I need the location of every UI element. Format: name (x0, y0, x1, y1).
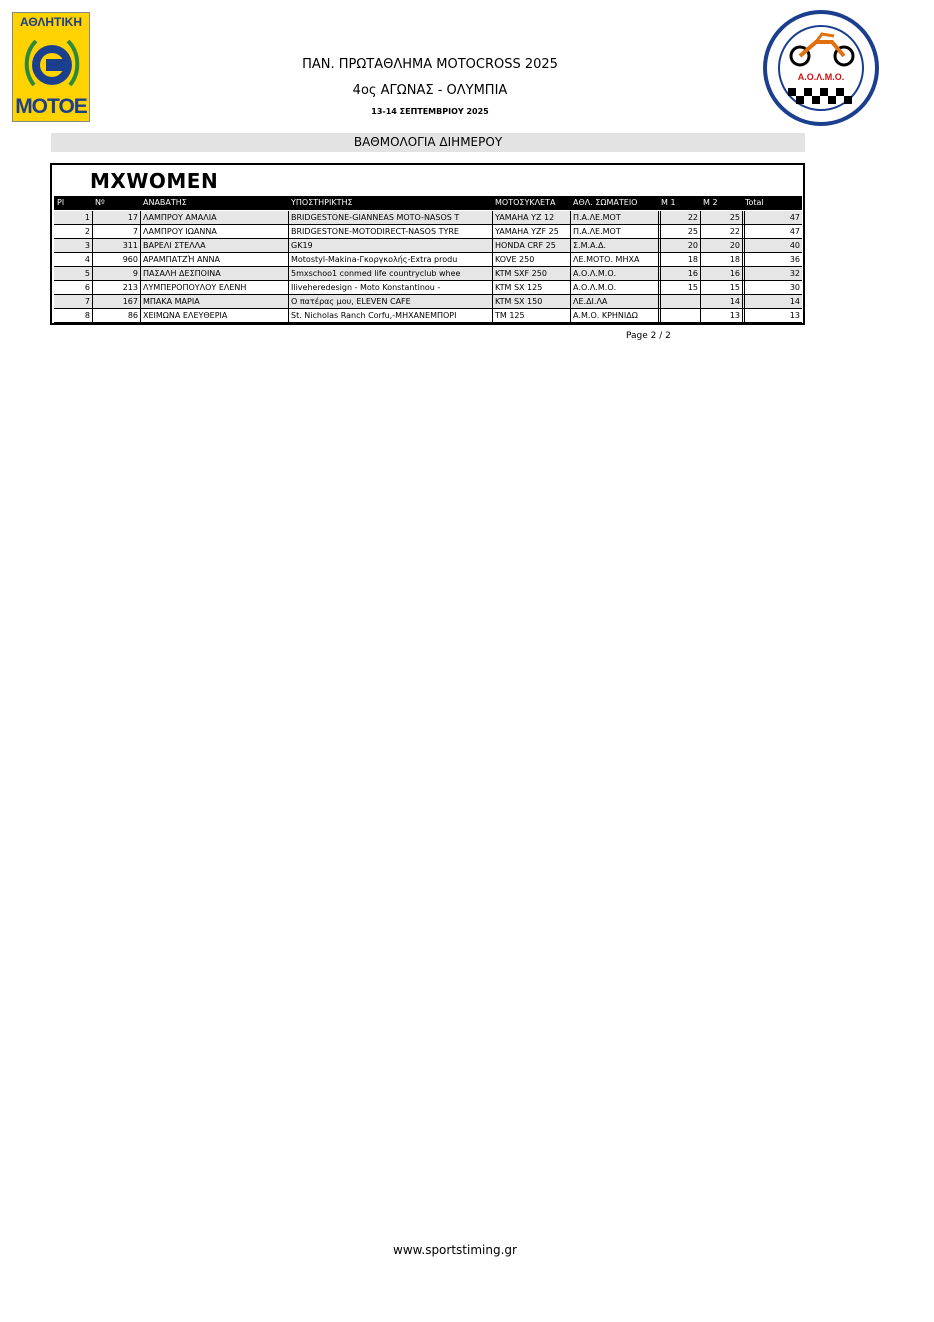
cell-sponsor: 5mxschoo1 conmed life countryclub whee (288, 267, 492, 280)
cell-moto1 (658, 309, 700, 322)
cell-total: 47 (742, 211, 802, 224)
cell-bike: KTM SX 150 (492, 295, 570, 308)
cell-number: 86 (92, 309, 140, 322)
club-logo-text: Α.Ο.Λ.Μ.Ο. (797, 72, 845, 82)
athletic-moto-logo (12, 12, 90, 122)
cell-sponsor: GK19 (288, 239, 492, 252)
cell-number: 311 (92, 239, 140, 252)
table-body (54, 211, 802, 323)
table-row (54, 211, 802, 225)
motorcycle-emblem-icon (760, 10, 882, 126)
col-header-moto1: Μ 1 (661, 198, 676, 207)
cell-bike: KOVE 250 (492, 253, 570, 266)
col-header-rider: ΑΝΑΒΑΤΗΣ (143, 198, 187, 207)
cell-total: 13 (742, 309, 802, 322)
cell-sponsor: BRIDGESTONE-MOTODIRECT-NASOS TYRE (288, 225, 492, 238)
cell-moto2: 18 (700, 253, 742, 266)
cell-place: 3 (84, 241, 90, 250)
logo-bottom-text: ΜΟΤΟΕ (15, 95, 87, 118)
cell-bike: TM 125 (492, 309, 570, 322)
cell-number: 17 (92, 211, 140, 224)
col-header-moto2: Μ 2 (703, 198, 718, 207)
cell-bike: HONDA CRF 25 (492, 239, 570, 252)
cell-sponsor: Iliveheredesign - Moto Konstantinou - (288, 281, 492, 294)
event-date: 13-14 ΣΕΠΤΕΜΒΡΙΟΥ 2025 (371, 107, 489, 116)
cell-number: 9 (92, 267, 140, 280)
table-row (54, 281, 802, 295)
class-title: MXWOMEN (90, 169, 219, 193)
col-header-club: ΑΘΛ. ΣΩΜΑΤΕΙΟ (573, 198, 638, 207)
laurel-wreath-icon (22, 33, 82, 97)
cell-club: Π.Α.ΛΕ.ΜΟΤ (570, 225, 658, 238)
table-row (54, 253, 802, 267)
cell-sponsor: St. Nicholas Ranch Corfu,-ΜΗΧΑΝΕΜΠΟΡΙ (288, 309, 492, 322)
cell-club: ΛΕ.ΜΟΤΟ. ΜΗΧΑ (570, 253, 658, 266)
col-header-place: Pl (57, 198, 65, 207)
section-title: ΒΑΘΜΟΛΟΓΙΑ ΔΙΗΜΕΡΟΥ (51, 133, 805, 152)
cell-place: 4 (84, 255, 90, 264)
cell-club: Α.Μ.Ο. ΚΡΗΝΙΔΩ (570, 309, 658, 322)
cell-rider: ΜΠΑΚΑ ΜΑΡΙΑ (140, 295, 288, 308)
cell-club: Σ.Μ.Α.Δ. (570, 239, 658, 252)
cell-moto1: 25 (658, 225, 700, 238)
cell-number: 213 (92, 281, 140, 294)
col-header-bike: ΜΟΤΟΣΥΚΛΕΤΑ (495, 198, 556, 207)
cell-number: 960 (92, 253, 140, 266)
cell-bike: YAMAHA YZ 12 (492, 211, 570, 224)
cell-club: Π.Α.ΛΕ.ΜΟΤ (570, 211, 658, 224)
results-table (50, 163, 805, 325)
aolmo-club-logo (760, 10, 882, 126)
cell-rider: ΛΑΜΠΡΟΥ ΙΩΑΝΝΑ (140, 225, 288, 238)
cell-place: 6 (84, 283, 90, 292)
cell-total: 36 (742, 253, 802, 266)
cell-moto2: 13 (700, 309, 742, 322)
cell-total: 32 (742, 267, 802, 280)
cell-sponsor: BRIDGESTONE-GIANNEAS MOTO-NASOS T (288, 211, 492, 224)
cell-moto1 (658, 295, 700, 308)
cell-place: 5 (84, 269, 90, 278)
footer-website: www.sportstiming.gr (393, 1243, 517, 1257)
cell-moto1: 16 (658, 267, 700, 280)
table-row (54, 239, 802, 253)
cell-sponsor: Motostyl-Makina-Γκοργκολής-Extra produ (288, 253, 492, 266)
cell-club: ΛΕ.ΔΙ.ΛΑ (570, 295, 658, 308)
cell-bike: YAMAHA YZF 25 (492, 225, 570, 238)
cell-total: 40 (742, 239, 802, 252)
cell-club: Α.Ο.Λ.Μ.Ο. (570, 281, 658, 294)
cell-number: 167 (92, 295, 140, 308)
cell-rider: ΑΡΑΜΠΑΤΖΉ ΑΝΝΑ (140, 253, 288, 266)
round-title: 4ος ΑΓΩΝΑΣ - ΟΛΥΜΠΙΑ (352, 83, 508, 98)
cell-moto2: 14 (700, 295, 742, 308)
cell-bike: KTM SXF 250 (492, 267, 570, 280)
cell-rider: ΛΑΜΠΡΟΥ ΑΜΑΛΙΑ (140, 211, 288, 224)
cell-moto2: 20 (700, 239, 742, 252)
cell-bike: KTM SX 125 (492, 281, 570, 294)
col-header-total: Total (745, 198, 764, 207)
logo-top-text: ΑΘΛΗΤΙΚΗ (19, 15, 83, 29)
cell-place: 2 (84, 227, 90, 236)
cell-total: 14 (742, 295, 802, 308)
table-row (54, 225, 802, 239)
cell-moto2: 25 (700, 211, 742, 224)
table-row (54, 295, 802, 309)
page-number: Page 2 / 2 (626, 331, 671, 341)
cell-rider: ΧΕΙΜΩΝΑ ΕΛΕΥΘΕΡΙΑ (140, 309, 288, 322)
cell-place: 7 (84, 297, 90, 306)
col-header-sponsor: ΥΠΟΣΤΗΡΙΚΤΗΣ (291, 198, 353, 207)
cell-total: 47 (742, 225, 802, 238)
cell-moto1: 15 (658, 281, 700, 294)
cell-place: 1 (84, 213, 90, 222)
cell-rider: ΒΑΡΕΛΙ ΣΤΕΛΛΑ (140, 239, 288, 252)
col-header-number: Nº (95, 198, 105, 207)
cell-moto1: 22 (658, 211, 700, 224)
cell-place: 8 (84, 311, 90, 320)
table-row (54, 309, 802, 323)
cell-moto2: 15 (700, 281, 742, 294)
cell-club: Α.Ο.Λ.Μ.Ο. (570, 267, 658, 280)
cell-rider: ΠΑΣΑΛΗ ΔΕΣΠΟΙΝΑ (140, 267, 288, 280)
cell-total: 30 (742, 281, 802, 294)
cell-moto2: 22 (700, 225, 742, 238)
cell-rider: ΛΥΜΠΕΡΟΠΟΥΛΟΥ ΕΛΕΝΗ (140, 281, 288, 294)
table-header (54, 196, 802, 210)
cell-moto2: 16 (700, 267, 742, 280)
cell-moto1: 18 (658, 253, 700, 266)
cell-number: 7 (92, 225, 140, 238)
championship-title: ΠΑΝ. ΠΡΩΤΑΘΛΗΜΑ MOTOCROSS 2025 (302, 57, 558, 72)
cell-moto1: 20 (658, 239, 700, 252)
cell-sponsor: Ο πατέρας μου, ELEVEN CAFE (288, 295, 492, 308)
table-row (54, 267, 802, 281)
